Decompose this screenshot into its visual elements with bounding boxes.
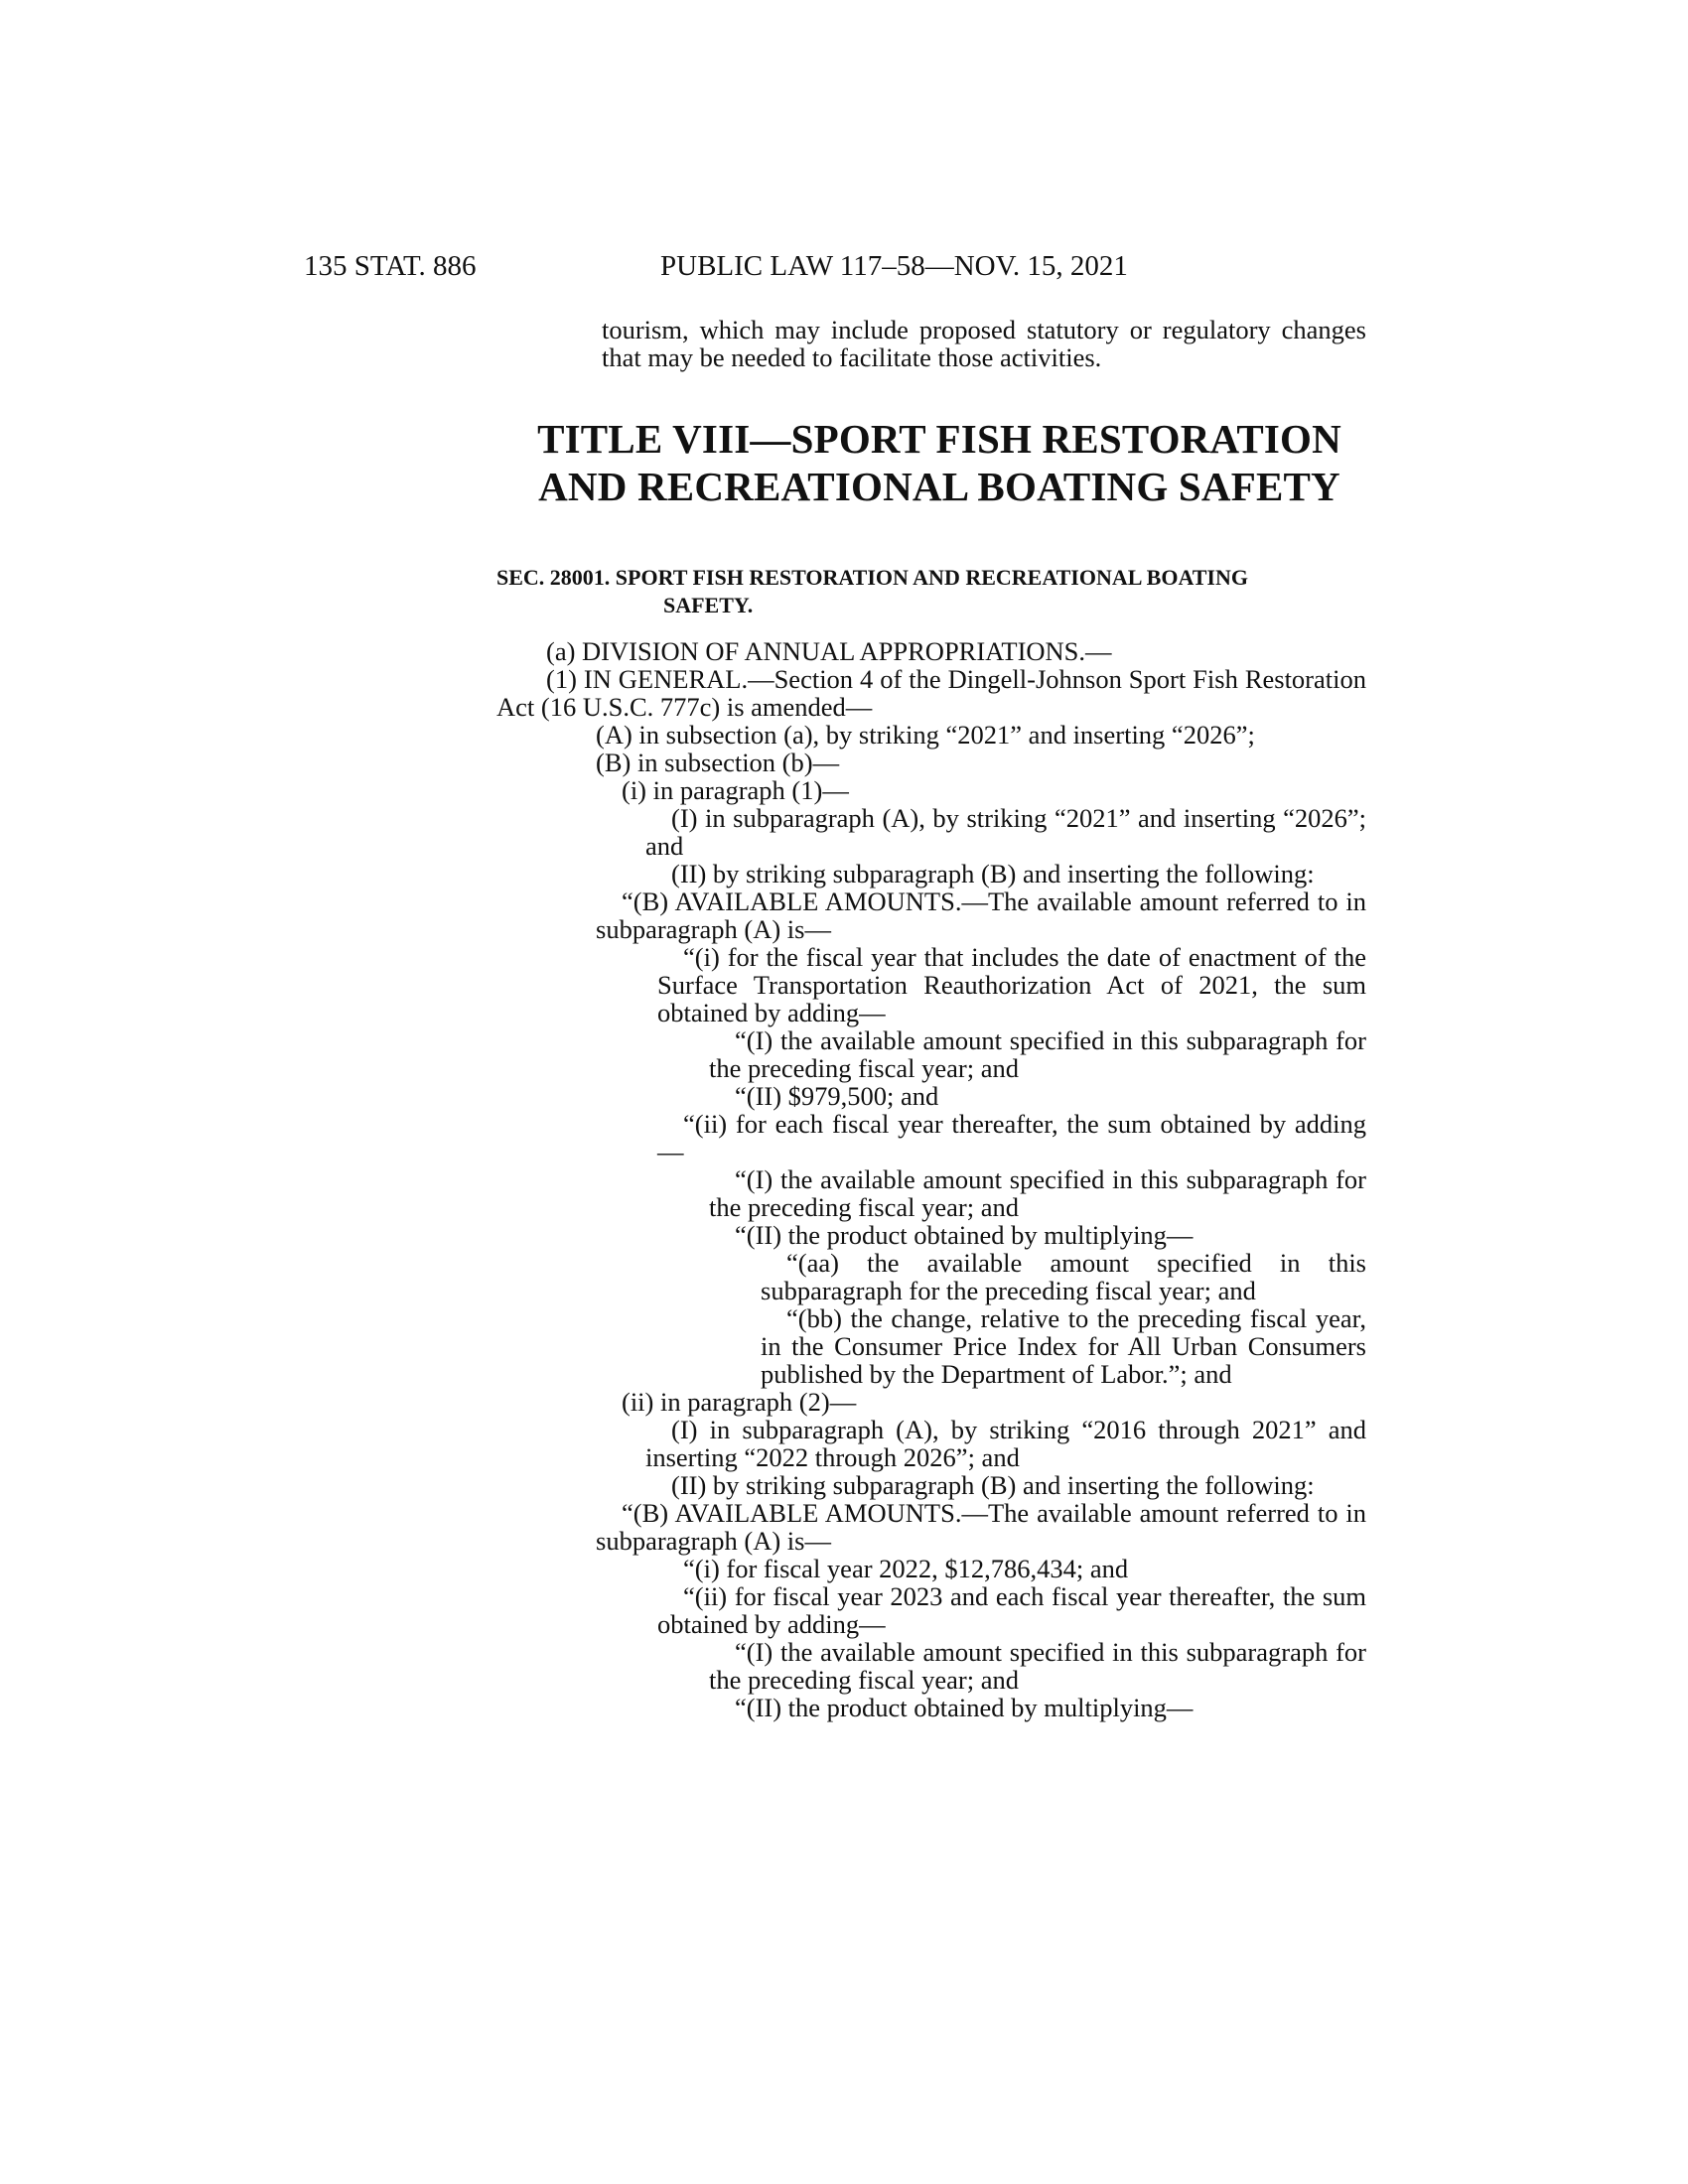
paragraph-1-B-ii-I: (I) in subparagraph (A), by striking “2016 through 2021” and inserting “2022 through 2026”; and xyxy=(645,1415,1366,1472)
section-heading xyxy=(496,564,1366,619)
quoted-paragraph-B-2-ii-II: “(II) the product obtained by multiplying— xyxy=(735,1693,1194,1722)
title-line-2: AND RECREATIONAL BOATING SAFETY xyxy=(538,464,1340,509)
title-heading xyxy=(512,415,1366,510)
paragraph-1: (1) IN GENERAL.—Section 4 of the Dingell-Johnson Sport Fish Restoration Act (16 U.S.C. 777c) is amended— xyxy=(496,664,1366,722)
paragraph-1-B-i-II: (II) by striking subparagraph (B) and inserting the following: xyxy=(671,859,1315,888)
paragraph-a: (a) DIVISION OF ANNUAL APPROPRIATIONS.— xyxy=(546,636,1112,666)
paragraph-1-A: (A) in subsection (a), by striking “2021” and inserting “2026”; xyxy=(596,720,1255,750)
section-heading-line-1: SEC. 28001. SPORT FISH RESTORATION AND RECREATIONAL BOATING xyxy=(496,565,1248,590)
quoted-paragraph-B-i-II: “(II) $979,500; and xyxy=(735,1081,939,1111)
quoted-paragraph-B-ii-I: “(I) the available amount specified in this subparagraph for the preceding fiscal year; and xyxy=(709,1164,1366,1222)
statute-page-reference: 135 STAT. 886 xyxy=(304,250,477,282)
quoted-paragraph-B-i-I: “(I) the available amount specified in this subparagraph for the preceding fiscal year; and xyxy=(709,1025,1366,1083)
section-heading-line-2: SAFETY. xyxy=(663,593,754,617)
quoted-paragraph-B-i: “(i) for the fiscal year that includes the date of enactment of the Surface Transportation Reauthorization Act of 2021, the sum obtained by adding— xyxy=(657,942,1366,1027)
quoted-paragraph-B: “(B) AVAILABLE AMOUNTS.—The available amount referred to in subparagraph (A) is— xyxy=(596,887,1366,944)
public-law-reference: PUBLIC LAW 117–58—NOV. 15, 2021 xyxy=(660,250,1128,282)
quoted-paragraph-B-ii-II: “(II) the product obtained by multiplying— xyxy=(735,1220,1194,1250)
paragraph-1-B-i: (i) in paragraph (1)— xyxy=(622,775,849,805)
quoted-paragraph-B-2-ii-I: “(I) the available amount specified in this subparagraph for the preceding fiscal year; and xyxy=(709,1637,1366,1695)
quoted-paragraph-B-ii: “(ii) for each fiscal year thereafter, the sum obtained by adding— xyxy=(657,1109,1366,1166)
quoted-paragraph-B-2: “(B) AVAILABLE AMOUNTS.—The available amount referred to in subparagraph (A) is— xyxy=(596,1498,1366,1556)
paragraph-1-B-ii-II: (II) by striking subparagraph (B) and inserting the following: xyxy=(671,1470,1315,1500)
title-line-1: TITLE VIII—SPORT FISH RESTORATION xyxy=(537,416,1341,462)
section-body xyxy=(496,636,1366,1722)
quoted-paragraph-aa: “(aa) the available amount specified in this subparagraph for the preceding fiscal year; and xyxy=(761,1248,1366,1305)
quoted-paragraph-bb: “(bb) the change, relative to the preceding fiscal year, in the Consumer Price Index for All Urban Consumers published by the Department of Labor.”; and xyxy=(761,1303,1366,1389)
quoted-paragraph-B-2-i: “(i) for fiscal year 2022, $12,786,434; and xyxy=(683,1554,1129,1583)
paragraph-1-B-ii: (ii) in paragraph (2)— xyxy=(622,1387,857,1417)
continued-paragraph: tourism, which may include proposed statutory or regulatory changes that may be needed to facilitate those activities. xyxy=(602,315,1366,372)
page-header xyxy=(0,250,1688,290)
text-column xyxy=(496,315,1366,1722)
paragraph-1-B-i-I: (I) in subparagraph (A), by striking “2021” and inserting “2026”; and xyxy=(645,803,1366,861)
quoted-paragraph-B-2-ii: “(ii) for fiscal year 2023 and each fiscal year thereafter, the sum obtained by adding— xyxy=(657,1581,1366,1639)
paragraph-1-B: (B) in subsection (b)— xyxy=(596,748,840,777)
